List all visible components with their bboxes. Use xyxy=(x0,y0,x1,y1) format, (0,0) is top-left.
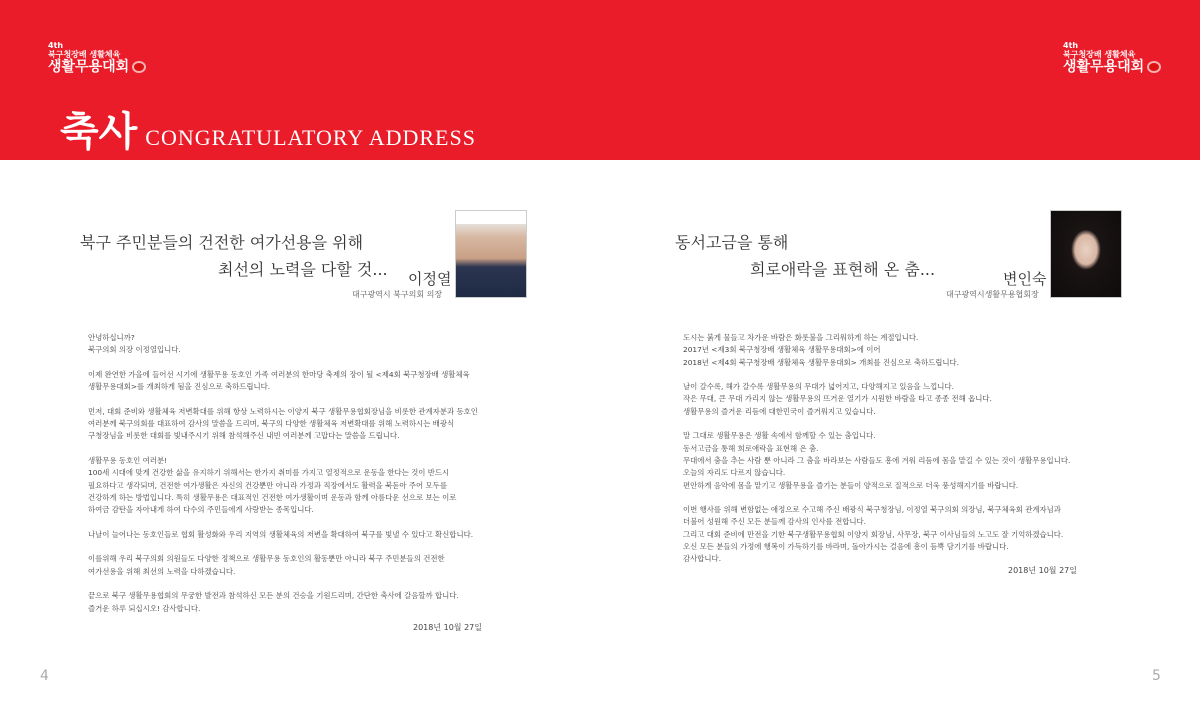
page-number-left: 4 xyxy=(40,668,49,684)
logo-edition: 4th xyxy=(48,41,64,50)
left-body-text: 안녕하십니까? 북구의회 의장 이정열입니다. 이제 완연한 가을에 들어선 시기에 생활무용 동호인 가족 여러분의 한마당 축제의 장이 될 <제4회 북구청장배 생활체육 생활무용대회>를 개최하게 됨을 진심으로 축하드립니다. 먼저, 대회 준비와 생활체육 저변확대를 위해 항상 노력하시는 이양지 북구 생활무용협회장님을 비롯한 관계자분과 동호인 여러분께 북구의회를 대표하여 감사의 말씀을 드리며, 북구의 다양한 생활체육 저변확대를 위해 노력하시는 배광식 구청장님을 비롯한 대회를 빛내주시기 위해 참석해주신 내빈 여러분께 고맙다는 말씀을 드립니다. 생활무용 동호인 여러분! 100세 시대에 맞게 건강한 삶을 유지하기 위해서는 한가지 취미를 가지고 열정적으로 운동을 한다는 것이 반드시 필요하다고 생각되며, 건전한 여가생활은 자신의 건강뿐만 아니라 가정과 직장에서도 활력을 북돋아 주어 모두를 건강하게 하는 방법입니다. 특히 생활무용은 대표적인 건전한 여가생활이며 운동과 함께 아름다운 선으로 보는 이로 하여금 감탄을 자아내게 하여 다수의 주민들에게 사랑받는 종목입니다. 나날이 늘어나는 동호인들로 협회 활성화와 우리 지역의 생활체육의 저변을 확대하여 북구를 빛낼 수 있다고 확신합니다. 이를위해 우리 북구의회 의원들도 다양한 정책으로 생활무용 동호인의 활동뿐만 아니라 북구 주민분들의 건전한 여가선용을 위해 최선의 노력을 다하겠습니다. 끝으로 북구 생활무용협회의 무궁한 발전과 참석하신 모든 분의 건승을 기원드리며, 간단한 축사에 갈음할까 합니다. 즐거운 하루 되십시오! 감사합니다. xyxy=(88,333,478,613)
right-body-text: 도시는 붉게 물들고 차가운 바람은 화롯불을 그리워하게 하는 계절입니다. 2017년 <제3회 북구청장배 생활체육 생활무용대회>에 이어 2018년 <제4회 북구청장배 생활체육 생활무용대회> 개최를 진심으로 축하드립니다. 날이 갈수록, 해가 갈수록 생활무용의 무대가 넓어지고, 다양해지고 있음을 느낍니다. 작은 무대, 큰 무대 가리지 않는 생활무용의 뜨거운 열기가 시원한 바람을 타고 종종 전해 옵니다. 생활무용의 즐거운 리듬에 대한민국이 즐거워지고 있습니다. 말 그대로 생활무용은 생활 속에서 함께할 수 있는 춤입니다. 동서고금을 통해 희로애락을 표현해 온 춤. 무대에서 춤을 추는 사람 뿐 아니라 그 춤을 바라보는 사람들도 흥에 겨워 리듬에 몸을 맡길 수 있는 것이 생활무용입니다. 오늘의 자리도 다르지 않습니다. 편안하게 음악에 몸을 맡기고 생활무용을 즐기는 분들이 양적으로 질적으로 더욱 풍성해지기를 바랍니다. 이번 행사를 위해 변함없는 애정으로 수고해 주신 배광식 북구청장님, 이정열 북구의회 의장님, 북구체육회 관계자님과 더불어 성원해 주신 모든 분들께 감사의 인사를 전합니다. 그리고 대회 준비에 만전을 기한 북구생활무용협회 이양지 회장님, 사무장, 북구 이사님들의 노고도 잘 기억하겠습니다. 오신 모든 분들의 가정에 행복이 가득하기를 바라며, 돌아가시는 걸음에 흥이 듬뿍 담기기를 바랍니다. 감사합니다. xyxy=(683,333,1071,564)
right-speaker-name: 변인숙 xyxy=(1003,270,1047,288)
logo-edition: 4th xyxy=(1063,41,1079,50)
event-logo-right xyxy=(1063,42,1161,75)
title-korean: 축사 xyxy=(60,108,138,155)
left-speaker-role: 대구광역시 북구의회 의장 xyxy=(352,290,443,299)
left-speaker-photo xyxy=(455,210,527,298)
right-date: 2018년 10월 27일 xyxy=(1008,566,1077,575)
right-speaker-role: 대구광역시생활무용협회장 xyxy=(946,290,1039,299)
page-title xyxy=(60,100,476,157)
page-number-right: 5 xyxy=(1152,668,1161,684)
right-headline-2: 희로애락을 표현해 온 춤... xyxy=(750,260,936,279)
left-speaker-name: 이정열 xyxy=(408,270,452,288)
logo-line3: 생활무용대회 xyxy=(1063,58,1145,75)
logo-emblem-icon xyxy=(1147,61,1161,73)
logo-emblem-icon xyxy=(132,61,146,73)
logo-line2: 북구청장배 생활체육 xyxy=(1063,49,1136,59)
logo-line2: 북구청장배 생활체육 xyxy=(48,49,121,59)
logo-line3: 생활무용대회 xyxy=(48,58,130,75)
title-english: CONGRATULATORY ADDRESS xyxy=(145,125,476,150)
right-headline-1: 동서고금을 통해 xyxy=(675,233,789,252)
right-speaker-photo xyxy=(1050,210,1122,298)
left-headline-1: 북구 주민분들의 건전한 여가선용을 위해 xyxy=(80,233,364,252)
event-logo-left xyxy=(48,42,146,75)
left-date: 2018년 10월 27일 xyxy=(413,623,482,632)
left-headline-2: 최선의 노력을 다할 것... xyxy=(218,260,388,279)
